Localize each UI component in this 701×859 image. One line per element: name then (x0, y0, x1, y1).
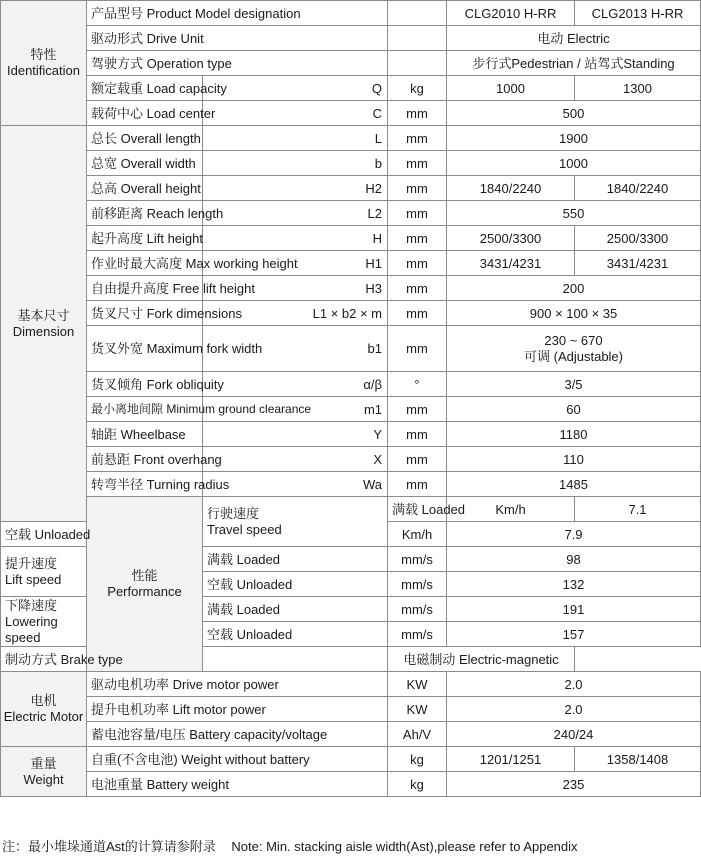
value-2: 1840/2240 (575, 176, 701, 201)
value-2: 3431/4231 (575, 251, 701, 276)
condition-label: 满载 Loaded (203, 597, 388, 622)
value-2: 1358/1408 (575, 747, 701, 772)
row-symbol: C (203, 101, 388, 126)
value-adjustable: 可调 (Adjustable) (524, 348, 623, 364)
row-max-working-height (1, 251, 701, 276)
row-load-capacity (1, 76, 701, 101)
row-symbol: H3 (203, 276, 388, 301)
row-lift-motor (1, 697, 701, 722)
row-operation-type (1, 51, 701, 76)
footnote-zh: 注：最小堆垛通道Ast的计算请参附录 (2, 839, 216, 854)
row-unit: KW (388, 697, 447, 722)
row-unit: KW (388, 672, 447, 697)
row-label: 自由提升高度 Free lift height (87, 276, 203, 301)
row-symbol: Wa (203, 472, 388, 497)
row-battery (1, 722, 701, 747)
row-unit: mm (388, 472, 447, 497)
value-1: 1840/2240 (447, 176, 575, 201)
row-unit: mm (388, 101, 447, 126)
condition-label: 空载 Unloaded (203, 622, 388, 647)
row-value: 60 (447, 397, 701, 422)
condition-label: 满载 Loaded (388, 497, 447, 522)
row-overall-height (1, 176, 701, 201)
unit-cell (388, 1, 447, 26)
row-symbol: b1 (203, 326, 388, 372)
row-value: 550 (447, 201, 701, 226)
row-unit: mm (388, 326, 447, 372)
section-en: Weight (23, 771, 64, 787)
row-front-overhang (1, 447, 701, 472)
value-1: 3431/4231 (447, 251, 575, 276)
row-drive-unit (1, 26, 701, 51)
footnote (2, 836, 590, 855)
row-symbol: m1 (203, 397, 388, 422)
section-zh: 基本尺寸 (17, 307, 70, 323)
row-wheelbase (1, 422, 701, 447)
row-battery-weight (1, 772, 701, 797)
row-label: 总长 Overall length (87, 126, 203, 151)
row-unit: ° (388, 372, 447, 397)
row-value: 2.0 (447, 672, 701, 697)
model-1: CLG2010 H-RR (447, 1, 575, 26)
row-label: 蓄电池容量/电压 Battery capacity/voltage (87, 722, 388, 747)
row-value: 132 (447, 572, 701, 597)
row-unit: mm (388, 422, 447, 447)
row-label: 最小离地间隙 Minimum ground clearance (87, 397, 203, 422)
row-unit: mm (388, 151, 447, 176)
row-value: 7.9 (447, 522, 701, 547)
row-value: 157 (447, 622, 701, 647)
section-en: Electric Motor (3, 709, 84, 724)
row-label: 电池重量 Battery weight (87, 772, 388, 797)
row-symbol: α/β (203, 372, 388, 397)
row-unit: kg (388, 747, 447, 772)
row-brake-type (1, 647, 701, 672)
condition-label: 满载 Loaded (203, 547, 388, 572)
row-label: 驾驶方式 Operation type (87, 51, 388, 76)
row-unit: kg (388, 772, 447, 797)
row-drive-motor (1, 672, 701, 697)
row-unit: mm (388, 301, 447, 326)
row-max-fork-width (1, 326, 701, 372)
section-en: Dimension (12, 323, 75, 339)
row-symbol: Y (203, 422, 388, 447)
row-symbol: H2 (203, 176, 388, 201)
row-unit: mm (388, 397, 447, 422)
row-model (1, 1, 701, 26)
row-label: 驱动形式 Drive Unit (87, 26, 388, 51)
row-value: 3/5 (447, 372, 701, 397)
row-symbol: L2 (203, 201, 388, 226)
row-label: 起升高度 Lift height (87, 226, 203, 251)
row-unit: mm (388, 201, 447, 226)
row-value: 1180 (447, 422, 701, 447)
lift-speed-label (1, 547, 87, 597)
section-zh: 重量 (30, 755, 57, 771)
row-unit: Ah/V (388, 722, 447, 747)
row-weight-without-battery (1, 747, 701, 772)
value-2: 1300 (575, 76, 701, 101)
value-1: 1201/1251 (447, 747, 575, 772)
row-value: 110 (447, 447, 701, 472)
row-label: 总宽 Overall width (87, 151, 203, 176)
section-zh: 电机 (30, 693, 57, 708)
row-symbol: H1 (203, 251, 388, 276)
row-lift-height (1, 226, 701, 251)
row-unit: mm (388, 126, 447, 151)
row-overall-width (1, 151, 701, 176)
value-range: 230 ~ 670 (544, 332, 603, 348)
row-symbol: H (203, 226, 388, 251)
row-value (447, 326, 701, 372)
row-label: 转弯半径 Turning radius (87, 472, 203, 497)
row-reach-length (1, 201, 701, 226)
section-zh: 特性 (30, 47, 57, 62)
row-unit: mm/s (388, 572, 447, 597)
row-symbol: L1 × b2 × m (203, 301, 388, 326)
row-travel-speed-loaded (1, 497, 701, 522)
section-zh: 性能 (131, 568, 158, 583)
row-unit: Km/h (388, 522, 447, 547)
row-value: 200 (447, 276, 701, 301)
value-1: 2500/3300 (447, 226, 575, 251)
section-performance (87, 497, 203, 672)
row-label: 额定载重 Load capacity (87, 76, 203, 101)
row-unit: mm (388, 447, 447, 472)
row-value: 235 (447, 772, 701, 797)
section-dimension (1, 126, 87, 522)
sub-zh: 行驶速度 (207, 505, 260, 521)
row-label: 自重(不含电池) Weight without battery (87, 747, 388, 772)
row-value: 电磁制动 Electric-magnetic (388, 647, 575, 672)
sub-en: Lift speed (5, 571, 62, 587)
row-turning-radius (1, 472, 701, 497)
row-fork-obliquity (1, 372, 701, 397)
section-identification (1, 1, 87, 126)
row-unit: kg (388, 76, 447, 101)
row-label: 产品型号 Product Model designation (87, 1, 388, 26)
row-label: 前悬距 Front overhang (87, 447, 203, 472)
row-label: 制动方式 Brake type (1, 647, 203, 672)
sub-zh: 提升速度 (5, 555, 58, 571)
row-value: 步行式Pedestrian / 站驾式Standing (447, 51, 701, 76)
row-unit: mm/s (388, 622, 447, 647)
row-label: 货叉倾角 Fork obliquity (87, 372, 203, 397)
section-electric-motor (1, 672, 87, 747)
row-label: 总高 Overall height (87, 176, 203, 201)
row-value: 500 (447, 101, 701, 126)
sub-en: Lowering speed (5, 613, 58, 645)
row-unit: mm (388, 226, 447, 251)
row-unit: mm/s (388, 597, 447, 622)
lowering-speed-label (1, 597, 87, 647)
row-free-lift-height (1, 276, 701, 301)
row-fork-dimensions (1, 301, 701, 326)
value-2: 2500/3300 (575, 226, 701, 251)
row-unit: mm (388, 251, 447, 276)
section-weight (1, 747, 87, 797)
row-unit: mm (388, 276, 447, 301)
row-symbol: X (203, 447, 388, 472)
value-1: 1000 (447, 76, 575, 101)
row-overall-length (1, 126, 701, 151)
row-label: 提升电机功率 Lift motor power (87, 697, 388, 722)
condition-label: 空载 Unloaded (203, 572, 388, 597)
row-load-center (1, 101, 701, 126)
row-value: 1000 (447, 151, 701, 176)
model-2: CLG2013 H-RR (575, 1, 701, 26)
unit-cell (203, 647, 388, 672)
row-symbol: L (203, 126, 388, 151)
row-label: 作业时最大高度 Max working height (87, 251, 203, 276)
row-value: 7.1 (575, 497, 701, 522)
row-label: 载荷中心 Load center (87, 101, 203, 126)
row-value: 191 (447, 597, 701, 622)
row-value: 1900 (447, 126, 701, 151)
row-label: 轴距 Wheelbase (87, 422, 203, 447)
section-en: Identification (7, 63, 80, 78)
sub-zh: 下降速度 (5, 597, 58, 613)
row-unit: mm (388, 176, 447, 201)
row-label: 货叉尺寸 Fork dimensions (87, 301, 203, 326)
condition-label: 空载 Unloaded (1, 522, 87, 547)
row-label: 货叉外宽 Maximum fork width (87, 326, 203, 372)
row-ground-clearance (1, 397, 701, 422)
row-value: 2.0 (447, 697, 701, 722)
row-symbol: b (203, 151, 388, 176)
section-en: Performance (107, 584, 182, 599)
row-value: 98 (447, 547, 701, 572)
row-value: 900 × 100 × 35 (447, 301, 701, 326)
unit-cell (388, 26, 447, 51)
row-value: 电动 Electric (447, 26, 701, 51)
row-unit: Km/h (447, 497, 575, 522)
row-symbol: Q (203, 76, 388, 101)
row-value: 1485 (447, 472, 701, 497)
row-label: 前移距离 Reach length (87, 201, 203, 226)
row-value: 240/24 (447, 722, 701, 747)
row-unit: mm/s (388, 547, 447, 572)
travel-speed-label (203, 497, 388, 547)
footnote-en: Note: Min. stacking aisle width(Ast),please refer to Appendix (231, 839, 578, 854)
unit-cell (388, 51, 447, 76)
row-label: 驱动电机功率 Drive motor power (87, 672, 388, 697)
sub-en: Travel speed (207, 521, 282, 537)
